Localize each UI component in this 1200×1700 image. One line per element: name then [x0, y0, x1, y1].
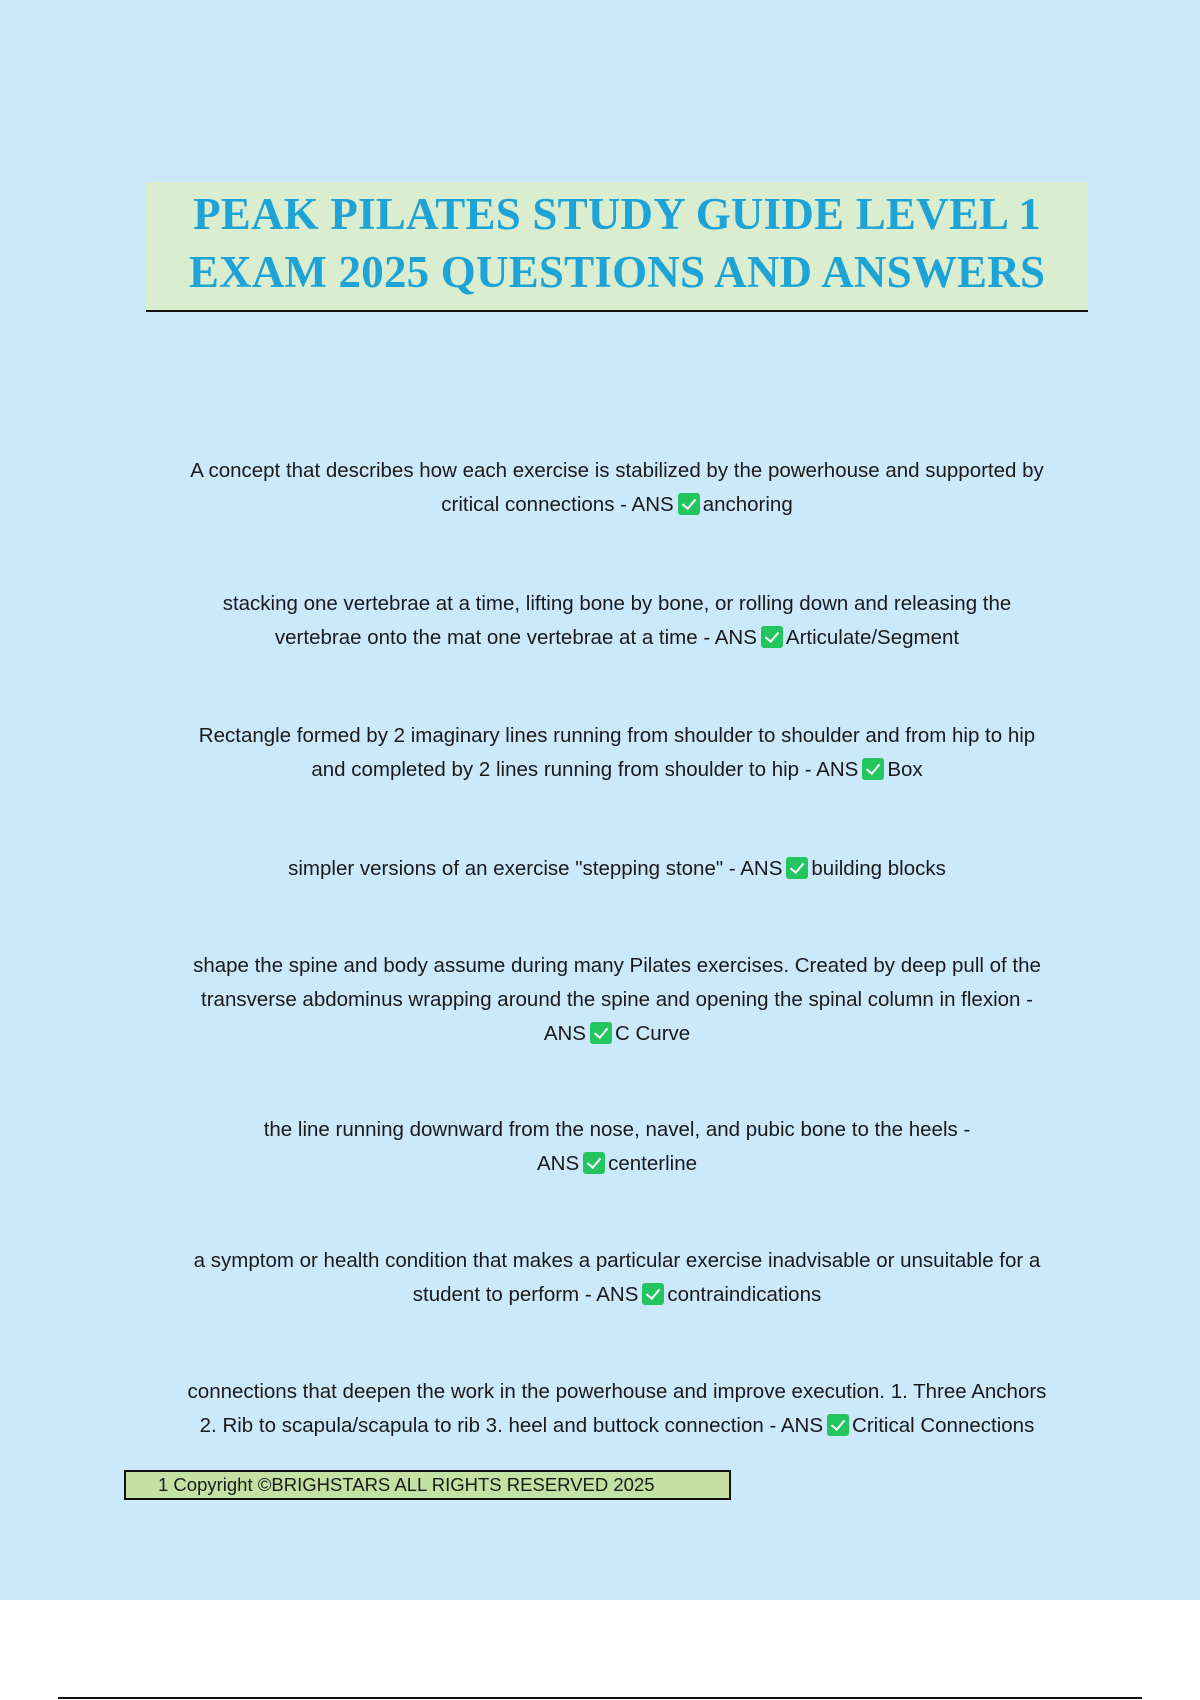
check-box-icon	[642, 1283, 664, 1305]
question-line	[140, 753, 1094, 787]
question-line: connections that deepen the work in the powerhouse and improve execution. 1. Three Anchors	[187, 1380, 1047, 1403]
question-line: the line running downward from the nose, navel, and pubic bone to the heels -	[263, 1118, 971, 1141]
question-line: a symptom or health condition that makes a particular exercise inadvisable or unsuitable for a	[193, 1249, 1041, 1272]
copyright-footer: 1 Copyright ©BRIGHSTARS ALL RIGHTS RESERVED 2025	[124, 1470, 731, 1500]
qa-item	[140, 587, 1094, 655]
answer-text: Box	[887, 758, 923, 781]
answer-text: Critical Connections	[852, 1414, 1035, 1437]
check-box-icon	[678, 493, 700, 515]
question-line: transverse abdominus wrapping around the spine and opening the spinal column in flexion -	[201, 988, 1033, 1011]
answer-text: contraindications	[667, 1283, 822, 1306]
question-line: shape the spine and body assume during many Pilates exercises. Created by deep pull of the	[193, 954, 1041, 977]
title-banner	[146, 182, 1088, 312]
question-line	[140, 488, 1094, 522]
check-box-icon	[862, 758, 884, 780]
question-text: ANS	[536, 1152, 580, 1175]
qa-item	[140, 1244, 1094, 1312]
question-line	[140, 621, 1094, 655]
answer-text: Articulate/Segment	[785, 626, 960, 649]
answer-text: C Curve	[614, 1022, 691, 1045]
question-line	[140, 1278, 1094, 1312]
qa-item	[140, 852, 1094, 886]
question-line: Rectangle formed by 2 imaginary lines running from shoulder to shoulder and from hip to hip	[198, 724, 1036, 747]
title-line-1: PEAK PILATES STUDY GUIDE LEVEL 1	[193, 189, 1041, 239]
check-box-icon	[583, 1152, 605, 1174]
qa-item	[140, 1113, 1094, 1181]
answer-text: centerline	[608, 1152, 698, 1175]
question-line	[140, 1409, 1094, 1443]
qa-item	[140, 949, 1094, 1051]
question-text: and completed by 2 lines running from shoulder to hip - ANS	[311, 758, 859, 781]
question-line: stacking one vertebrae at a time, lifting bone by bone, or rolling down and releasing the	[222, 592, 1012, 615]
question-text: vertebrae onto the mat one vertebrae at a time - ANS	[274, 626, 757, 649]
check-box-icon	[761, 626, 783, 648]
bottom-divider	[58, 1697, 1142, 1699]
check-box-icon	[786, 857, 808, 879]
question-text: ANS	[543, 1022, 586, 1045]
question-line: A concept that describes how each exercise is stabilized by the powerhouse and supported by	[190, 459, 1044, 482]
title-line-2: EXAM 2025 QUESTIONS AND ANSWERS	[188, 247, 1046, 297]
check-box-icon	[590, 1022, 612, 1044]
question-text: simpler versions of an exercise "stepping stone" - ANS	[288, 857, 783, 880]
qa-item	[140, 719, 1094, 787]
check-box-icon	[827, 1414, 849, 1436]
question-text: 2. Rib to scapula/scapula to rib 3. heel and buttock connection - ANS	[199, 1414, 824, 1437]
question-line	[140, 852, 1094, 886]
question-line	[140, 1147, 1094, 1181]
qa-item	[140, 1375, 1094, 1443]
question-text: critical connections - ANS	[441, 493, 674, 516]
qa-item	[140, 454, 1094, 522]
question-text: student to perform - ANS	[412, 1283, 639, 1306]
answer-text: anchoring	[702, 493, 793, 516]
question-line	[140, 1017, 1094, 1051]
answer-text: building blocks	[811, 857, 946, 880]
